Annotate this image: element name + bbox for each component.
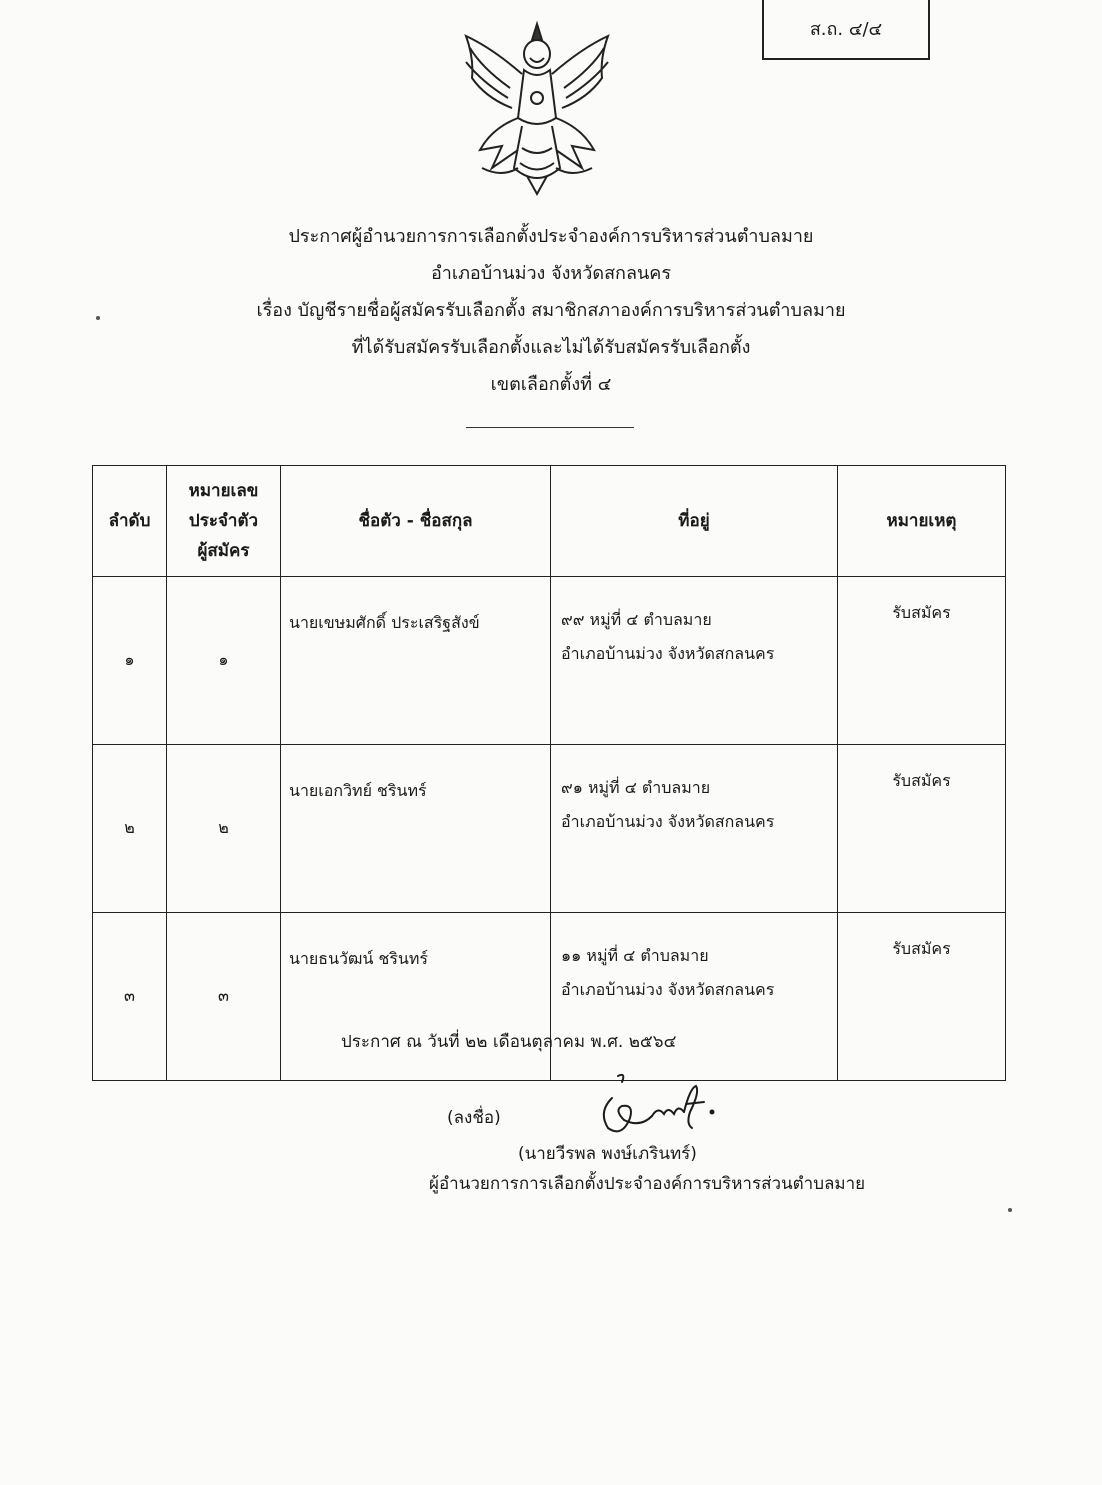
cell-address xyxy=(551,577,838,745)
form-code: ส.ถ. ๔/๔ xyxy=(809,18,883,40)
candidate-table xyxy=(92,465,1006,1081)
cell-number: ๓ xyxy=(167,913,281,1081)
header-name: ชื่อตัว - ชื่อสกุล xyxy=(281,466,551,577)
address-line-1: ๙๙ หมู่ที่ ๔ ตำบลมาย xyxy=(561,610,712,629)
header-remark: หมายเหตุ xyxy=(838,466,1006,577)
cell-number: ๑ xyxy=(167,577,281,745)
cell-remark: รับสมัคร xyxy=(838,745,1006,913)
speck xyxy=(96,316,100,320)
cell-remark: รับสมัคร xyxy=(838,577,1006,745)
announcement-date: ประกาศ ณ วันที่ ๒๒ เดือนตุลาคม พ.ศ. ๒๕๖๔ xyxy=(341,1032,677,1052)
heading-line-5: เขตเลือกตั้งที่ ๔ xyxy=(490,374,612,395)
signer-title: ผู้อำนวยการการเลือกตั้งประจำองค์การบริหารส่วนตำบลมาย xyxy=(429,1174,866,1194)
header-candidate-number xyxy=(167,466,281,577)
speck xyxy=(1008,1208,1012,1212)
cell-name: นายเอกวิทย์ ชรินทร์ xyxy=(281,745,551,913)
divider-line xyxy=(466,427,634,428)
address-line-2: อำเภอบ้านม่วง จังหวัดสกลนคร xyxy=(561,644,775,663)
cell-address xyxy=(551,745,838,913)
signer-name: (นายวีรพล พงษ์เภรินทร์) xyxy=(518,1144,697,1164)
table-header-row xyxy=(93,466,1006,577)
cell-order: ๒ xyxy=(93,745,167,913)
cell-order: ๓ xyxy=(93,913,167,1081)
signature-label: (ลงชื่อ) xyxy=(447,1108,501,1128)
garuda-emblem xyxy=(452,18,622,198)
cell-number: ๒ xyxy=(167,745,281,913)
handwritten-signature xyxy=(578,1068,728,1148)
address-line-1: ๑๑ หมู่ที่ ๔ ตำบลมาย xyxy=(561,946,709,965)
heading-line-1: ประกาศผู้อำนวยการการเลือกตั้งประจำองค์การบริหารส่วนตำบลมาย xyxy=(288,226,814,247)
header-number-line-1: หมายเลข xyxy=(188,481,259,501)
announcement-heading xyxy=(0,218,1102,403)
cell-name: นายธนวัฒน์ ชรินทร์ xyxy=(281,913,551,1081)
table-row xyxy=(93,577,1006,745)
header-order: ลำดับ xyxy=(93,466,167,577)
heading-line-2: อำเภอบ้านม่วง จังหวัดสกลนคร xyxy=(431,263,671,284)
table-row xyxy=(93,913,1006,1081)
heading-line-4: ที่ได้รับสมัครรับเลือกตั้งและไม่ได้รับสมัครรับเลือกตั้ง xyxy=(351,337,751,358)
address-line-1: ๙๑ หมู่ที่ ๔ ตำบลมาย xyxy=(561,778,711,797)
form-code-box xyxy=(762,0,930,60)
address-line-2: อำเภอบ้านม่วง จังหวัดสกลนคร xyxy=(561,980,775,999)
cell-address xyxy=(551,913,838,1081)
header-number-line-3: ผู้สมัคร xyxy=(197,541,250,561)
header-address: ที่อยู่ xyxy=(551,466,838,577)
heading-line-3: เรื่อง บัญชีรายชื่อผู้สมัครรับเลือกตั้ง สมาชิกสภาองค์การบริหารส่วนตำบลมาย xyxy=(256,300,846,321)
cell-name: นายเขษมศักดิ์ ประเสริฐสังข์ xyxy=(281,577,551,745)
header-number-line-2: ประจำตัว xyxy=(188,511,259,531)
address-line-2: อำเภอบ้านม่วง จังหวัดสกลนคร xyxy=(561,812,775,831)
table-row xyxy=(93,745,1006,913)
cell-order: ๑ xyxy=(93,577,167,745)
cell-remark: รับสมัคร xyxy=(838,913,1006,1081)
